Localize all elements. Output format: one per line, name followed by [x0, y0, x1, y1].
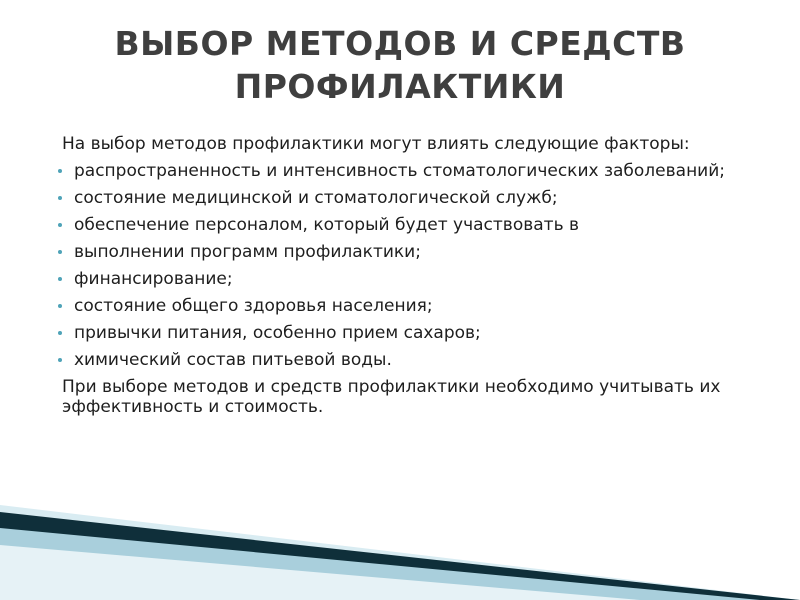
decor-band-dark [0, 512, 800, 600]
list-item-text: привычки питания, особенно прием сахаров; [74, 323, 481, 343]
list-item [62, 269, 762, 289]
bullet-dot-icon [58, 196, 62, 200]
list-item-text: обеспечение персоналом, который будет участвовать в [74, 215, 580, 235]
list-item [62, 296, 762, 316]
list-item-text: выполнении программ профилактики; [74, 242, 421, 262]
list-item [62, 188, 762, 208]
conclusion-paragraph: При выборе методов и средств профилактики необходимо учитывать их эффективность и стоимость. [62, 377, 721, 417]
list-item [62, 215, 762, 235]
decor-wedge-light [0, 505, 800, 600]
slide-body [62, 134, 762, 417]
list-item [62, 323, 762, 343]
list-item [62, 350, 762, 370]
list-item-text: химический состав питьевой воды. [74, 350, 392, 370]
list-item [62, 242, 762, 262]
bullet-dot-icon [58, 358, 62, 362]
bullet-dot-icon [58, 169, 62, 173]
list-item [62, 161, 762, 181]
bullet-dot-icon [58, 223, 62, 227]
title-line-1: ВЫБОР МЕТОДОВ И СРЕДСТВ [114, 24, 686, 63]
title-line-2: ПРОФИЛАКТИКИ [234, 67, 566, 106]
decor-wedge-bottom [0, 545, 640, 600]
bullet-dot-icon [58, 277, 62, 281]
list-item-text: состояние медицинской и стоматологической служб; [74, 188, 558, 208]
bullet-dot-icon [58, 304, 62, 308]
list-item-text: распространенность и интенсивность стоматологических заболеваний; [74, 161, 726, 181]
bullet-dot-icon [58, 331, 62, 335]
decor-wedge-mid [0, 522, 800, 600]
list-item-text: состояние общего здоровья населения; [74, 296, 433, 316]
bullet-dot-icon [58, 250, 62, 254]
intro-paragraph: На выбор методов профилактики могут влиять следующие факторы: [62, 134, 690, 154]
factors-list [62, 161, 762, 370]
list-item-text: финансирование; [74, 269, 233, 289]
slide-title [60, 22, 740, 108]
